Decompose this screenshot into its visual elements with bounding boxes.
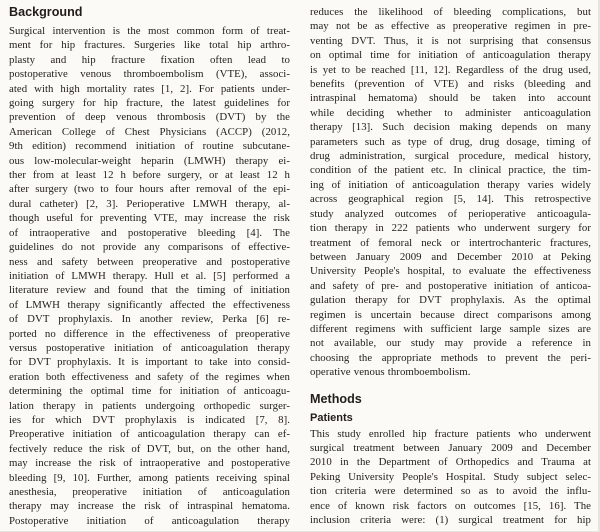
text-line: Preoperative initiation of anticoagulation therapy can ef-: [9, 428, 290, 441]
text-line: ther from at least 12 h before surgery, or at least 12 h: [9, 169, 290, 182]
text-line: across geographical region [5, 14]. This retrospective: [310, 193, 591, 206]
text-line: though useful for preventing VTE, may increase the risk: [9, 212, 290, 225]
text-line: gulation therapy for DVT prophylaxis. As the optimal: [310, 294, 591, 307]
text-line: ported no difference in the effectiveness of preoperative: [9, 327, 290, 340]
patients-paragraph-text: [310, 427, 591, 528]
text-line: going surgery for hip fracture, the latest guidelines for: [9, 97, 290, 110]
text-line: after surgery (two to four hours after removal of the epi-: [9, 183, 290, 196]
text-line: of DVT prophylaxis. In another review, Perka [6] re-: [9, 313, 290, 326]
left-column: [9, 5, 290, 531]
text-line: and safety of pre- and postoperative initiation of anticoa-: [310, 279, 591, 292]
text-line: Peking University People's Hospital. Study subject selec-: [310, 470, 591, 483]
text-line: reduces the likelihood of bleeding complications, but: [310, 6, 591, 18]
text-line: while deciding whether to administer anticoagulation: [310, 106, 591, 119]
section-heading-methods: Methods: [310, 391, 362, 406]
text-line: bleeding [9, 10]. Further, among patients receiving spinal: [9, 471, 290, 484]
text-line: choosing the appropriate methods to prevent the peri-: [310, 351, 591, 364]
text-line: operative venous thromboembolism.: [310, 366, 471, 379]
text-line: lation therapy in patients undergoing orthopedic surger-: [9, 399, 290, 412]
text-line: prevention of deep venous thrombosis (DVT) by the: [9, 111, 290, 124]
text-line: treatment of femoral neck or intertrochanteric fractures,: [310, 236, 591, 249]
text-line: This study enrolled hip fracture patients who underwent: [310, 427, 591, 440]
text-line: anesthesia, preoperative initiation of anticoagulation: [9, 486, 290, 498]
text-line: parameters such as type of drug, drug dosage, timing of: [310, 135, 591, 148]
text-line: may increase the risk of intraoperative and postoperative: [9, 457, 290, 470]
text-line: Postoperative initiation of anticoagulation therapy: [9, 514, 290, 527]
text-line: ence of known risk factors on outcomes [15, 16]. The: [310, 499, 591, 512]
text-line: dural catheter) [2, 3]. Perioperative LMWH therapy, al-: [9, 197, 290, 210]
text-line: different regimens with sufficient large sample sizes are: [310, 322, 591, 335]
text-line: Surgical intervention is the most common form of treat-: [9, 25, 290, 37]
text-line: University People's hospital, to evaluate the effectiveness: [310, 265, 591, 278]
text-line: ness and safety between preoperative and postoperative: [9, 255, 290, 268]
background-left-column-text: [9, 24, 290, 528]
text-line: intraspinal hematoma) should be taken into account: [310, 92, 591, 105]
text-line: ing of initiation of anticoagulation therapy varies widely: [310, 178, 591, 191]
text-line: versus postoperative initiation of anticoagulation therapy: [9, 341, 290, 354]
background-right-column-text: [310, 5, 591, 380]
text-line: tion therapy in 222 patients who underwent surgery for: [310, 222, 591, 235]
text-line: of intraoperative and postoperative bleeding [4]. The: [9, 226, 290, 239]
text-line: inclusion criteria were: (1) surgical treatment for hip: [310, 514, 591, 526]
text-line: initiation of LMWH therapy. Hull et al. [5] performed a: [9, 269, 290, 282]
text-line: guidelines do not provide any comparisons of effective-: [9, 241, 290, 254]
text-line: therapy [13]. Such decision making depends on many: [310, 121, 591, 134]
text-line: tion criteria were determined so as to avoid the influ-: [310, 485, 591, 498]
text-line: on optimal time for initiation of anticoagulation therapy: [310, 49, 591, 62]
text-line: study analyzed outcomes of perioperative anticoagula-: [310, 207, 591, 220]
text-line: 2010 in the Department of Orthopedics and Trauma at: [310, 456, 591, 469]
text-line: for DVT prophylaxis. It is important to take into consid-: [9, 356, 290, 369]
text-line: regimen is uncertain because direct comparisons among: [310, 308, 591, 321]
text-line: surgical treatment between January 2009 and December: [310, 441, 591, 454]
section-heading-background: Background: [9, 5, 83, 19]
text-line: benefits (prevention of VTE) and risks (bleeding and: [310, 78, 591, 91]
right-column: [310, 5, 591, 531]
text-line: ous low-molecular-weight heparin (LMWH) therapy ei-: [9, 154, 290, 167]
text-line: American College of Chest Physicians (ACCP) (2012,: [9, 125, 290, 138]
text-line: postoperative venous thromboembolism (VTE), associ-: [9, 68, 290, 81]
text-line: may not be as effective as preoperative regimen in pre-: [310, 20, 591, 33]
text-line: drug administration, surgical procedure, medical history,: [310, 150, 591, 163]
text-line: therapy may increase the risk of intraspinal hematoma.: [9, 500, 290, 513]
text-line: ment for hip fractures. Surgeries like total hip arthro-: [9, 39, 290, 52]
text-line: eration both effectiveness and safety of the regimes when: [9, 370, 290, 383]
text-line: literature review and found that the timing of initiation: [9, 284, 290, 297]
text-line: ies for which DVT prophylaxis is indicated [7, 8].: [9, 413, 290, 426]
text-line: 9th edition) recommend initiation of routine subcutane-: [9, 140, 290, 153]
text-line: determining the optimal time for initiation of anticoagu-: [9, 385, 290, 398]
text-line: between January 2009 and December 2010 at Peking: [310, 250, 591, 263]
text-line: fectively reduce the risk of DVT, but, on the other hand,: [9, 442, 290, 455]
methods-section: [310, 392, 591, 528]
text-line: ated with high mortality rates [1, 2]. For patients under-: [9, 82, 290, 95]
text-line: not available, our study may provide a reference in: [310, 337, 591, 350]
text-line: venting DVT. Thus, it is not surprising that consensus: [310, 34, 591, 47]
text-line: of LMWH therapy significantly affected the effectiveness: [9, 298, 290, 311]
subsection-heading-patients: Patients: [310, 411, 353, 424]
text-line: condition of the patient etc. In clinical practice, the tim-: [310, 164, 591, 177]
text-line: plasty and hip fracture fixation often lead to: [9, 53, 290, 66]
text-line: is yet to be reached [11, 12]. Regardless of the drug used,: [310, 63, 591, 76]
